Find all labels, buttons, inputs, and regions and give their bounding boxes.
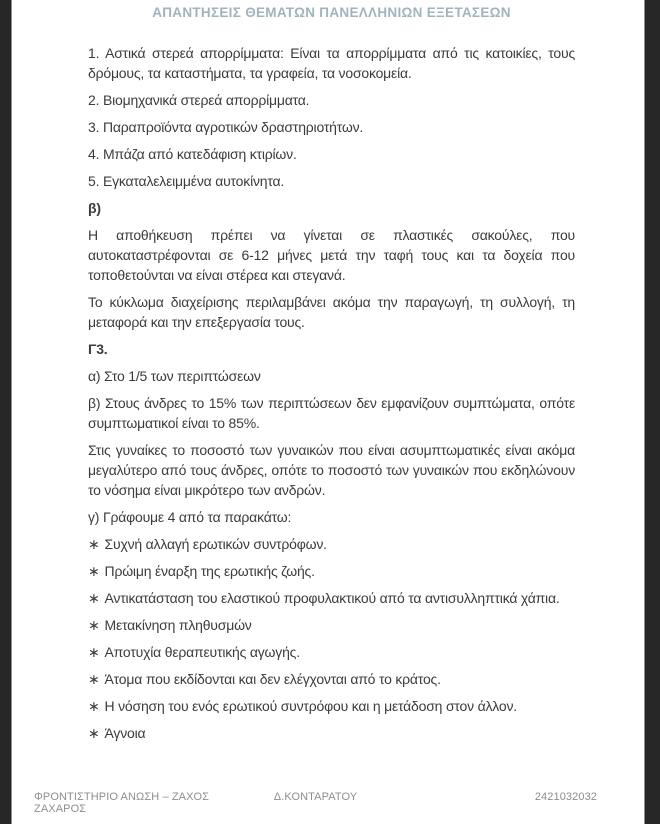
asterisk-bullet-icon: ∗: [88, 563, 100, 579]
bullet-text: Πρώιμη έναρξη της ερωτικής ζωής.: [104, 563, 315, 579]
asterisk-bullet-icon: ∗: [88, 536, 100, 552]
page-title: ΑΠΑΝΤΗΣΕΙΣ ΘΕΜΑΤΩΝ ΠΑΝΕΛΛΗΝΙΩΝ ΕΞΕΤΑΣΕΩΝ: [152, 5, 511, 20]
paragraph-answer-b-women: Στις γυναίκες το ποσοστό των γυναικών που είναι ασυμπτωματικές είναι ακόμα μεγαλύτερο από τους άνδρες, οπότε το ποσοστό των γυναικών που εκδηλώνουν το νόσημα είναι μικρότερο των ανδρών.: [88, 442, 575, 498]
bullet-item-partner-change: [88, 534, 575, 554]
asterisk-bullet-icon: ∗: [88, 698, 100, 714]
bullet-text: Άτομα που εκδίδονται και δεν ελέγχονται από το κράτος.: [104, 671, 441, 687]
page-footer: [34, 791, 597, 815]
bullet-text: Συχνή αλλαγή ερωτικών συντρόφων.: [104, 536, 327, 552]
footer-phone-number: 2421032032: [534, 791, 598, 803]
asterisk-bullet-icon: ∗: [88, 671, 100, 687]
list-item-industrial-waste: 2. Βιομηχανικά στερεά απορρίμματα.: [88, 92, 310, 108]
document-page: [11, 0, 645, 824]
paragraph-answer-a: α) Στο 1/5 των περιπτώσεων: [88, 368, 261, 384]
section-heading-g3: Γ3.: [88, 341, 108, 357]
list-item-agricultural-byproducts: 3. Παραπροϊόντα αγροτικών δραστηριοτήτων.: [88, 119, 364, 135]
paragraph-answer-c-intro: γ) Γράφουμε 4 από τα παρακάτω:: [88, 509, 292, 525]
list-item-abandoned-cars: 5. Εγκαταλελειμμένα αυτοκίνητα.: [88, 173, 285, 189]
bullet-item-treatment-failure: [88, 642, 575, 662]
footer-school-name: ΦΡΟΝΤΙΣΤΗΡΙΟ ΑΝΩΣΗ – ΖΑΧΟΣ ΖΑΧΑΡΟΣ: [34, 791, 210, 815]
bullet-text: Άγνοια: [104, 725, 146, 741]
bullet-text: Αντικατάσταση του ελαστικού προφυλακτικού από τα αντισυλληπτικά χάπια.: [104, 590, 560, 606]
bullet-item-early-start: [88, 561, 575, 581]
bullet-text: Μετακίνηση πληθυσμών: [104, 617, 252, 633]
bullet-item-condom-replacement: [88, 588, 575, 608]
section-heading-beta: β): [88, 200, 101, 216]
bullet-item-unchecked-prostitution: [88, 669, 575, 689]
bullet-text: Αποτυχία θεραπευτικής αγωγής.: [104, 644, 300, 660]
asterisk-bullet-icon: ∗: [88, 644, 100, 660]
paragraph-answer-b-men: β) Στους άνδρες το 15% των περιπτώσεων δεν εμφανίζουν συμπτώματα, οπότε συμπτωματικοί είναι το 85%.: [88, 395, 575, 431]
asterisk-bullet-icon: ∗: [88, 725, 100, 741]
asterisk-bullet-icon: ∗: [88, 590, 100, 606]
bullet-item-ignorance: [88, 723, 575, 743]
bullet-item-partner-transmission: [88, 696, 575, 716]
bullet-item-population-movement: [88, 615, 575, 635]
asterisk-bullet-icon: ∗: [88, 617, 100, 633]
list-item-urban-waste: 1. Αστικά στερεά απορρίμματα: Είναι τα απορρίμματα από τις κατοικίες, τους δρόμους, τα καταστήματα, τα γραφεία, τα νοσοκομεία.: [88, 45, 575, 81]
bullet-text: Η νόσηση του ενός ερωτικού συντρόφου και η μετάδοση στον άλλον.: [104, 698, 517, 714]
paragraph-management-cycle: Το κύκλωμα διαχείρισης περιλαμβάνει ακόμα την παραγωγή, τη συλλογή, τη μεταφορά και την επεξεργασία τους.: [88, 294, 575, 330]
paragraph-storage: Η αποθήκευση πρέπει να γίνεται σε πλαστικές σακούλες, που αυτοκαταστρέφονται σε 6-12 μήνες μετά την ταφή τους και τα δοχεία που τοποθετούνται να είναι στέρεα και στεγανά.: [88, 227, 575, 283]
document-body: [12, 0, 644, 743]
footer-address: Δ.ΚΟΝΤΑΡΑΤΟΥ: [273, 791, 358, 803]
list-item-demolition-rubble: 4. Μπάζα από κατεδάφιση κτιρίων.: [88, 146, 297, 162]
